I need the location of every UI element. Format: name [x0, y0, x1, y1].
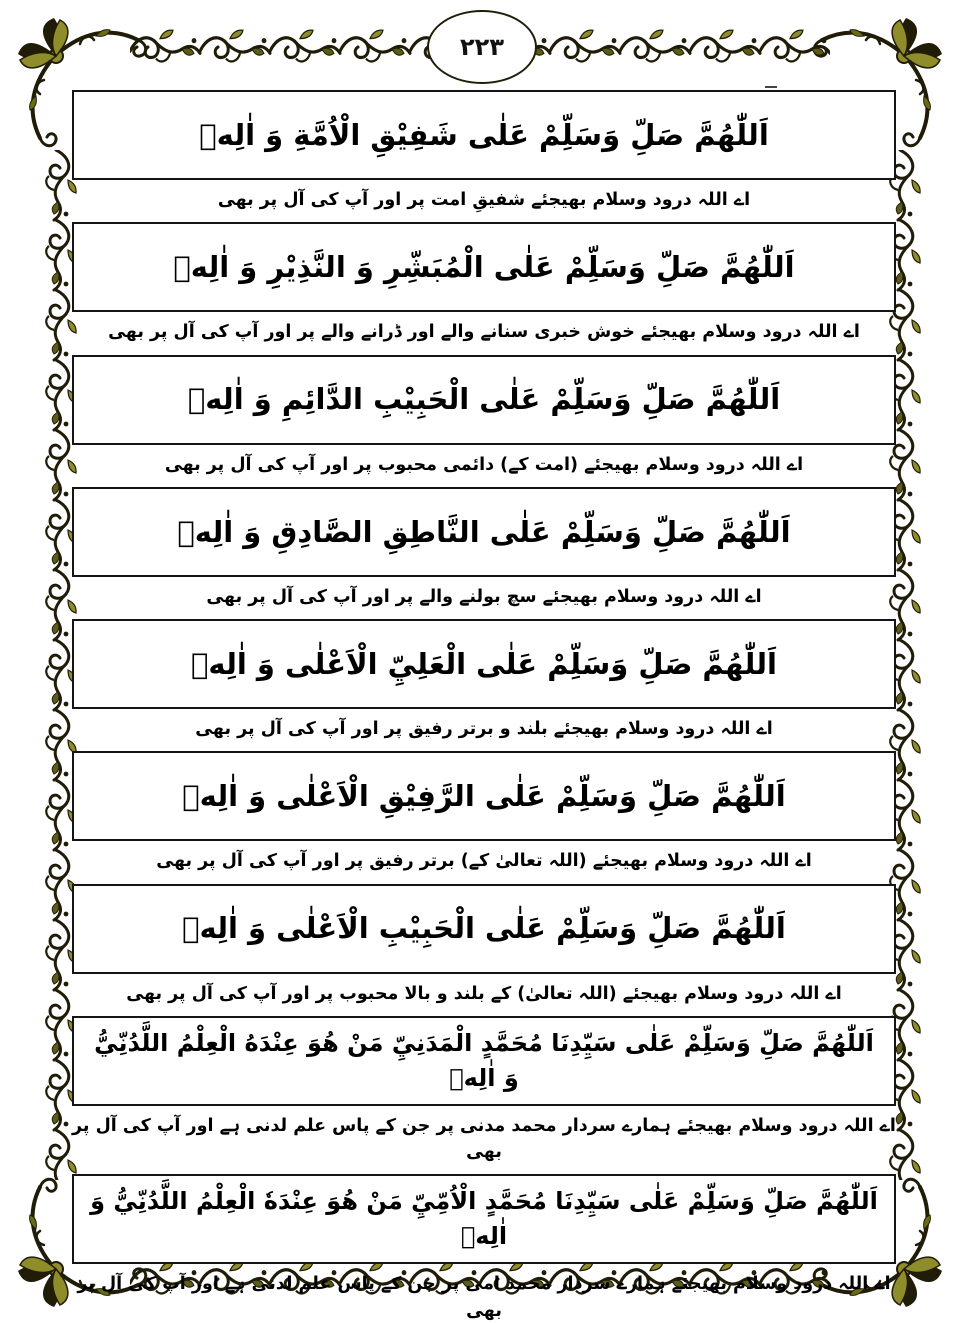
arabic-dua-box [72, 487, 896, 577]
arabic-dua-text: اَللّٰهُمَّ صَلِّ وَسَلِّمْ عَلٰى الْحَبِيْبِ الْاَعْلٰى وَ اٰلِهٖ [182, 911, 786, 946]
arabic-dua-text: اَللّٰهُمَّ صَلِّ وَسَلِّمْ عَلٰى الْمُبَشِّرِ وَ النَّذِيْرِ وَ اٰلِهٖ [173, 250, 795, 285]
durood-entry [72, 1016, 896, 1166]
urdu-translation: اے اللہ درود وسلام بھیجئے بلند و برتر رفیق پر اور آپ کی آل پر بھی [195, 719, 773, 739]
urdu-translation: اے اللہ درود وسلام بھیجئے (امت کے) دائمی محبوب پر اور آپ کی آل پر بھی [164, 454, 804, 475]
arabic-dua-text: اَللّٰهُمَّ صَلِّ وَسَلِّمْ عَلٰى شَفِيْقِ الْاُمَّةِ وَ اٰلِهٖ [199, 117, 769, 152]
durood-entry [72, 1174, 896, 1323]
page-number: ۲۲۳ [460, 33, 504, 61]
urdu-translation: اے اللہ درود وسلام بھیجئے ہمارے سردار محمد امی پر جن کے پاس علم لدنی ہے اور آپ کی آل پر بھی [77, 1274, 891, 1321]
arabic-dua-text: اَللّٰهُمَّ صَلِّ وَسَلِّمْ عَلٰى الْحَبِيْبِ الدَّائِمِ وَ اٰلِهٖ [187, 382, 781, 417]
durood-entry [72, 619, 896, 742]
urdu-translation: اے اللہ درود وسلام بھیجئے خوش خبری سنانے والے اور ڈرانے والے پر اور آپ کی آل پر بھی [108, 322, 860, 343]
durood-entry [72, 751, 896, 874]
arabic-dua-text: اَللّٰهُمَّ صَلِّ وَسَلِّمْ عَلٰى سَيِّدِنَا مُحَمَّدٍ الْمَدَنِيِّ مَنْ هُوَ عِنْدَهُ الْعِلْمُ اللَّدُنِّيُّ وَ اٰلِهٖ [94, 1028, 874, 1092]
arabic-dua-box [72, 222, 896, 312]
arabic-dua-text: اَللّٰهُمَّ صَلِّ وَسَلِّمْ عَلٰى الرَّفِيْقِ الْاَعْلٰى وَ اٰلِهٖ [182, 779, 786, 814]
urdu-translation: اے اللہ درود وسلام بھیجئے ہمارے سردار محمد مدنی پر جن کے پاس علم لدنی ہے اور آپ کی آل پر بھی [72, 1115, 896, 1162]
arabic-dua-box [72, 751, 896, 841]
arabic-dua-text: اَللّٰهُمَّ صَلِّ وَسَلِّمْ عَلٰى النَّاطِقِ الصَّادِقِ وَ اٰلِهٖ [177, 514, 791, 549]
urdu-translation: اے اللہ درود وسلام بھیجئے سچ بولنے والے پر اور آپ کی آل پر بھی [206, 586, 762, 607]
urdu-translation: اے اللہ درود وسلام بھیجئے شفیقِ امت پر اور آپ کی آل پر بھی [217, 190, 751, 210]
arabic-dua-box [72, 884, 896, 974]
arabic-dua-box [72, 1174, 896, 1264]
scan-artifact-dash [765, 86, 777, 88]
urdu-translation: اے اللہ درود وسلام بھیجئے (اللہ تعالیٰ کے) برتر رفیق پر اور آپ کی آل پر بھی [156, 851, 812, 872]
durood-entry [72, 90, 896, 213]
durood-list [72, 90, 896, 1323]
arabic-dua-box [72, 355, 896, 445]
arabic-dua-box [72, 90, 896, 180]
arabic-dua-box [72, 619, 896, 709]
arabic-dua-text: اَللّٰهُمَّ صَلِّ وَسَلِّمْ عَلٰى الْعَلِيِّ الْاَعْلٰى وَ اٰلِهٖ [191, 646, 777, 681]
arabic-dua-box [72, 1016, 896, 1106]
durood-entry [72, 487, 896, 610]
durood-entry [72, 222, 896, 345]
durood-entry [72, 884, 896, 1007]
arabic-dua-text: اَللّٰهُمَّ صَلِّ وَسَلِّمْ عَلٰى سَيِّدِنَا مُحَمَّدٍ الْاُمِّيِّ مَنْ هُوَ عِنْدَهٗ الْعِلْمُ اللَّدُنِّيُّ وَ اٰلِهٖ [90, 1187, 878, 1251]
durood-entry [72, 355, 896, 478]
urdu-translation: اے اللہ درود وسلام بھیجئے (اللہ تعالیٰ) کے بلند و بالا محبوب پر اور آپ کی آل پر بھی [126, 983, 842, 1004]
page-number-oval [427, 10, 537, 84]
